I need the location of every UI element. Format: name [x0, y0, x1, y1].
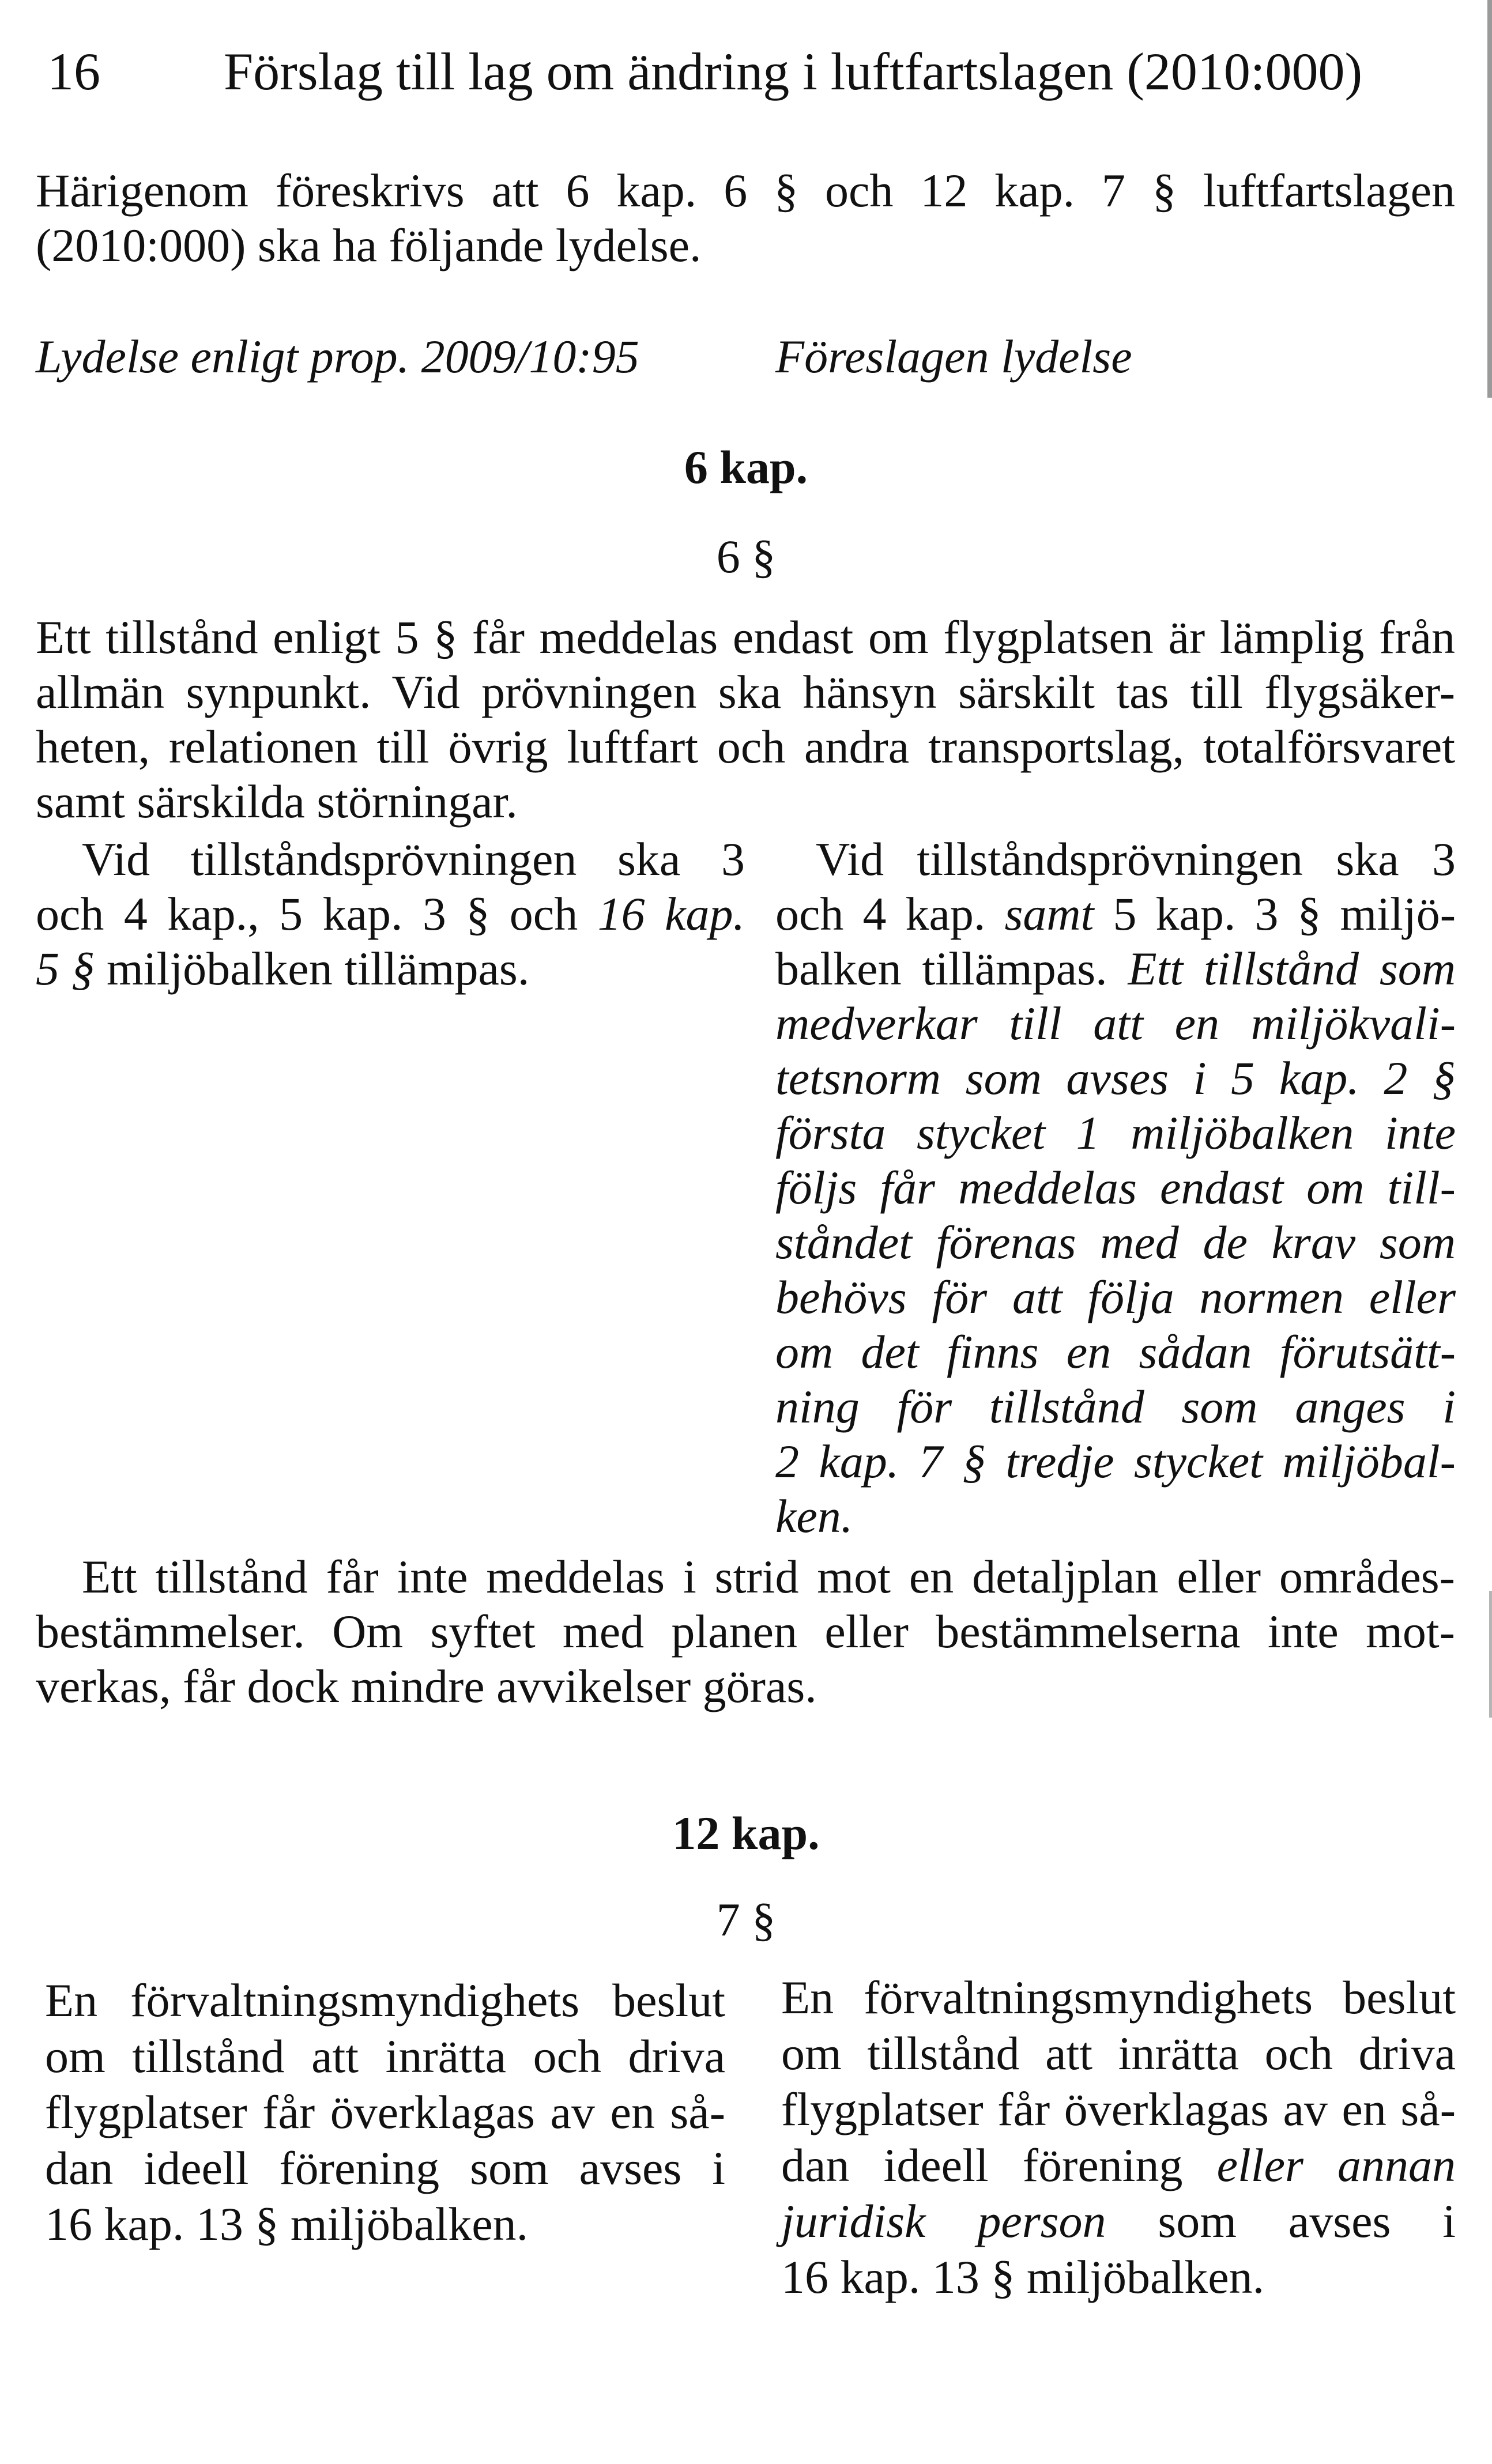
text-line — [781, 2195, 1456, 2247]
text-run: samt särskilda störningar. — [36, 775, 518, 828]
text-line — [775, 1216, 1456, 1269]
text-run: och 4 kap. — [775, 888, 1005, 940]
text-line — [775, 1380, 1456, 1433]
text-line — [36, 611, 1455, 663]
text-run: om tillstånd att inrätta och driva — [781, 2027, 1456, 2080]
text-run: 16 kap. 13 § miljöbalken. — [781, 2251, 1265, 2303]
running-title: Förslag till lag om ändring i luftfartslagen (2010:000) — [224, 42, 1363, 101]
chapter-heading: 12 kap. — [672, 1807, 820, 1859]
text-line — [82, 833, 745, 885]
emphasized-text: medverkar till att en miljökvali- — [775, 997, 1456, 1050]
text-run: och 4 kap., 5 kap. 3 § och — [36, 888, 598, 940]
text-run: En förvaltningsmyndighets beslut — [45, 1974, 725, 2027]
text-run: allmän synpunkt. Vid prövningen ska hänsyn särskilt tas till flygsäker- — [36, 666, 1455, 718]
page-number: 16 — [47, 42, 100, 101]
emphasized-text: första stycket 1 miljöbalken inte — [775, 1107, 1456, 1159]
text-run: heten, relationen till övrig luftfart och andra transportslag, totalförsvaret — [36, 720, 1455, 773]
text-run: (2010:000) ska ha följande lydelse. — [36, 219, 702, 271]
text-line — [45, 1974, 725, 2027]
text-line — [816, 833, 1456, 885]
text-line — [775, 997, 1456, 1050]
emphasized-text: om det finns en sådan förutsätt- — [775, 1326, 1456, 1378]
scan-edge — [1487, 0, 1492, 398]
text-line — [781, 1971, 1456, 2024]
text-line — [775, 1161, 1456, 1214]
text-line — [775, 1490, 1456, 1542]
emphasized-text: Ett tillstånd som — [1128, 942, 1456, 995]
text-line — [775, 890, 1456, 938]
col-header-proposed: Föreslagen lydelse — [775, 330, 1132, 383]
emphasized-text: eller annan — [1216, 2139, 1456, 2191]
emphasized-text: tetsnorm som avses i 5 kap. 2 § — [775, 1052, 1456, 1104]
emphasized-text: juridisk person — [781, 2195, 1106, 2247]
section-heading: 7 § — [716, 1893, 776, 1946]
text-run: balken tillämpas. — [775, 942, 1128, 995]
emphasized-text: 2 kap. 7 § tredje stycket miljöbal- — [775, 1435, 1456, 1488]
text-line — [36, 775, 1455, 828]
text-run: verkas, får dock mindre avvikelser göras. — [36, 1660, 817, 1712]
text-line — [781, 2139, 1456, 2191]
intro-line — [36, 219, 702, 271]
text-line — [775, 1052, 1456, 1104]
text-run: bestämmelser. Om syftet med planen eller bestämmelserna inte mot- — [36, 1605, 1455, 1658]
emphasized-text: 5 § — [36, 942, 95, 995]
text-line — [36, 942, 745, 995]
section-heading: 6 § — [716, 530, 776, 583]
text-line — [45, 2198, 725, 2250]
chapter-heading: 6 kap. — [684, 441, 808, 493]
text-run: som avses i — [1106, 2195, 1456, 2247]
text-line — [36, 666, 1455, 718]
emphasized-text: behövs för att följa normen eller — [775, 1271, 1456, 1323]
text-line — [36, 720, 1455, 773]
text-run: miljöbalken tillämpas. — [95, 942, 530, 995]
text-line — [45, 2142, 725, 2194]
text-line — [775, 1271, 1456, 1323]
text-run: Härigenom föreskrivs att 6 kap. 6 § och 12 kap. 7 § luftfartslagen — [36, 164, 1455, 217]
text-line — [781, 2027, 1456, 2080]
text-line — [775, 1107, 1456, 1159]
text-run: om tillstånd att inrätta och driva — [45, 2030, 725, 2082]
text-run: Vid tillståndsprövningen ska 3 — [82, 833, 745, 885]
text-line — [775, 942, 1456, 995]
text-run: dan ideell förening — [781, 2139, 1217, 2191]
scan-edge — [1489, 1591, 1492, 1718]
emphasized-text: ståndet förenas med de krav som — [775, 1216, 1456, 1269]
text-run: Ett tillstånd enligt 5 § får meddelas endast om flygplatsen är lämplig från — [36, 611, 1455, 663]
text-run: dan ideell förening som avses i — [45, 2142, 725, 2194]
emphasized-text: följs får meddelas endast om till- — [775, 1161, 1456, 1214]
text-line — [82, 1550, 1455, 1603]
text-line — [45, 2030, 725, 2082]
text-run: En förvaltningsmyndighets beslut — [781, 1971, 1456, 2024]
text-line — [775, 1326, 1456, 1378]
text-line — [36, 1660, 1455, 1712]
text-line — [36, 1605, 1455, 1658]
text-run: Ett tillstånd får inte meddelas i strid mot en detaljplan eller områdes- — [82, 1550, 1455, 1603]
text-run: Vid tillståndsprövningen ska 3 — [816, 833, 1456, 885]
text-run: 5 kap. 3 § miljö- — [1094, 888, 1456, 940]
intro-line — [36, 164, 1455, 217]
emphasized-text: ken. — [775, 1490, 853, 1542]
text-run: 16 kap. 13 § miljöbalken. — [45, 2198, 529, 2250]
emphasized-text: samt — [1004, 888, 1094, 940]
text-run: flygplatser får överklagas av en så- — [781, 2083, 1456, 2135]
text-line — [36, 890, 745, 938]
text-line — [775, 1435, 1456, 1488]
text-line — [781, 2251, 1456, 2303]
text-line — [45, 2086, 725, 2138]
emphasized-text: 16 kap. — [597, 888, 745, 940]
text-run: flygplatser får överklagas av en så- — [45, 2086, 725, 2138]
text-line — [781, 2083, 1456, 2135]
col-header-current: Lydelse enligt prop. 2009/10:95 — [36, 330, 639, 383]
emphasized-text: ning för tillstånd som anges i — [775, 1380, 1456, 1433]
